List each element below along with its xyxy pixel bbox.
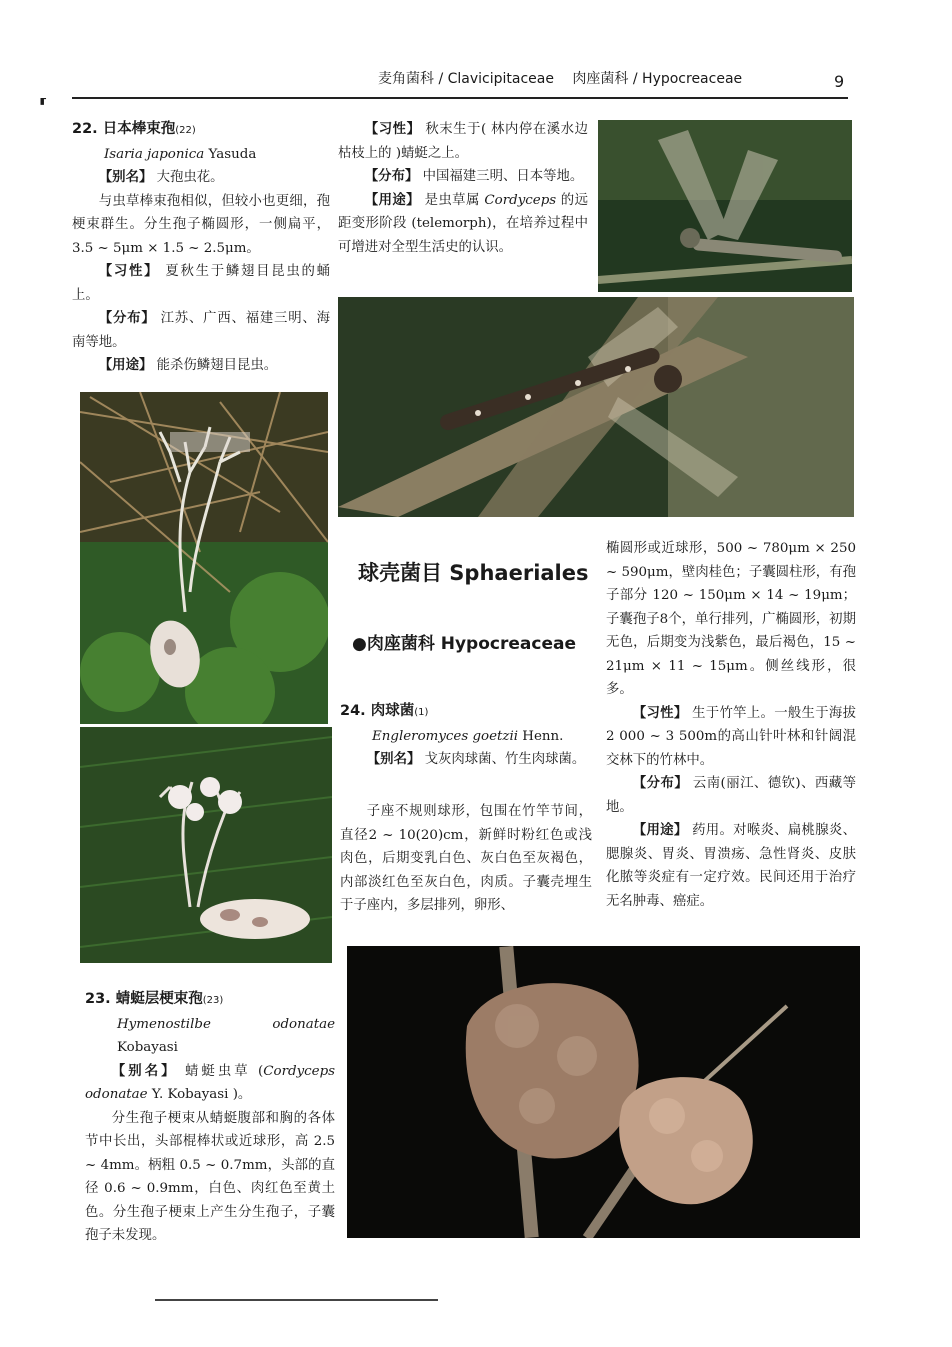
- entry-24-left: [340, 700, 592, 772]
- entry-22-alias: 【别名】 大孢虫花。: [98, 170, 224, 185]
- entry-24-habit: 【习性】 生于竹竿上。一般生于海拔2 000 ~ 3 500m的高山针叶林和针阔混交林下的竹林中。: [606, 705, 857, 768]
- entry-23-latin: Hymenostilbe odonatae Kobayasi: [117, 1016, 335, 1055]
- family-title: ●肉座菌科 Hypocreaceae: [352, 634, 576, 654]
- photo-isaria-japonica-field: [80, 392, 328, 724]
- entry-23-heading: 23. 蜻蜓层梗束孢(23): [85, 991, 224, 1007]
- entry-23-desc: 分生孢子梗束从蜻蜓腹部和胸的各体节中长出，头部棍棒状或近球形，高 2.5 ~ 4mm。柄粗 0.5 ~ 0.7mm，头部的直径 0.6 ~ 0.9mm，白色、肉红色至黄土色。分生孢子梗束上产生分生孢子，子囊孢子未发现。: [85, 1110, 335, 1243]
- margin-mark: ⸢: [38, 94, 48, 118]
- header-rule: [72, 97, 848, 99]
- entry-23-alias: 【别名】 蜻蜓虫草 (Cordyceps odonatae Y. Kobayasi )。: [85, 1063, 336, 1102]
- entry-24-alias: 【别名】 戈灰肉球菌、竹生肉球菌。: [366, 752, 586, 767]
- entry-22-use: 【用途】 能杀伤鳞翅目昆虫。: [98, 358, 278, 373]
- entry-24-desc-cont: 椭圆形或近球形，500 ~ 780μm × 250 ~ 590μm，壁肉桂色；子囊圆柱形，有孢子部分 120 ~ 150μm × 14 ~ 19μm；子囊孢子8个，单行排列，广椭圆形，初期无色，后期变为浅紫色，最后褐色，15 ~ 21μm × 11 ~ 15μm。侧丝线形，很多。: [606, 541, 856, 697]
- entry-23-left: [85, 988, 335, 1248]
- entry-24-latin: Engleromyces goetzii Henn.: [372, 728, 564, 744]
- entry-23-use: 【用途】 是虫草属 Cordyceps 的远距变形阶段 (telemorph)，在培养过程中可增进对全型生活史的认识。: [338, 192, 588, 255]
- page-number: 9: [834, 72, 845, 91]
- order-title: 球壳菌目 Sphaeriales: [358, 561, 589, 585]
- photo-dragonfly-top: [598, 120, 852, 292]
- entry-24-dist: 【分布】 云南(丽江、德钦)、西藏等地。: [606, 776, 857, 815]
- entry-22-dist: 【分布】 江苏、广西、福建三明、海南等地。: [72, 311, 331, 350]
- entry-24-use: 【用途】 药用。对喉炎、扁桃腺炎、腮腺炎、胃炎、胃溃疡、急性肾炎、皮肤化脓等炎症有一定疗效。民间还用于治疗无名肿毒、癌症。: [606, 823, 857, 909]
- running-header: 麦角菌科 / Clavicipitaceae 肉座菌科 / Hypocreaceae: [378, 71, 743, 87]
- entry-22-latin: Isaria japonica Yasuda: [104, 146, 257, 162]
- entry-22-habit: 【习性】 夏秋生于鳞翅目昆虫的蛹上。: [72, 264, 331, 303]
- entry-23-habit: 【习性】 秋末生于( 林内停在溪水边枯枝上的 )蜻蜓之上。: [338, 122, 588, 161]
- photo-isaria-japonica-leaf: [80, 727, 332, 963]
- entry-22: [72, 118, 330, 378]
- entry-23-right: [338, 118, 588, 259]
- entry-22-desc: 与虫草棒束孢相似，但较小也更细，孢梗束群生。分生孢子椭圆形，一侧扁平，3.5 ~ 5μm × 1.5 ~ 2.5μm。: [72, 193, 330, 256]
- entry-24-desc-part1: 子座不规则球形，包围在竹竿节间，直径2 ~ 10(20)cm，新鲜时粉红色或浅肉色，后期变乳白色、灰白色至灰褐色，内部淡红色至灰白色，肉质。子囊壳埋生于子座内，多层排列，卵形、: [340, 804, 592, 913]
- photo-dragonfly-main: [338, 297, 854, 517]
- entry-22-heading: 22. 日本棒束孢(22): [72, 121, 196, 137]
- entry-24-desc-wrap: [340, 800, 592, 918]
- entry-24-right: [606, 537, 856, 913]
- photo-engleromyces-goetzii: [347, 946, 860, 1238]
- entry-23-dist: 【分布】 中国福建三明、日本等地。: [364, 169, 584, 184]
- entry-24-heading: 24. 肉球菌(1): [340, 703, 429, 719]
- footer-rule: [155, 1299, 438, 1301]
